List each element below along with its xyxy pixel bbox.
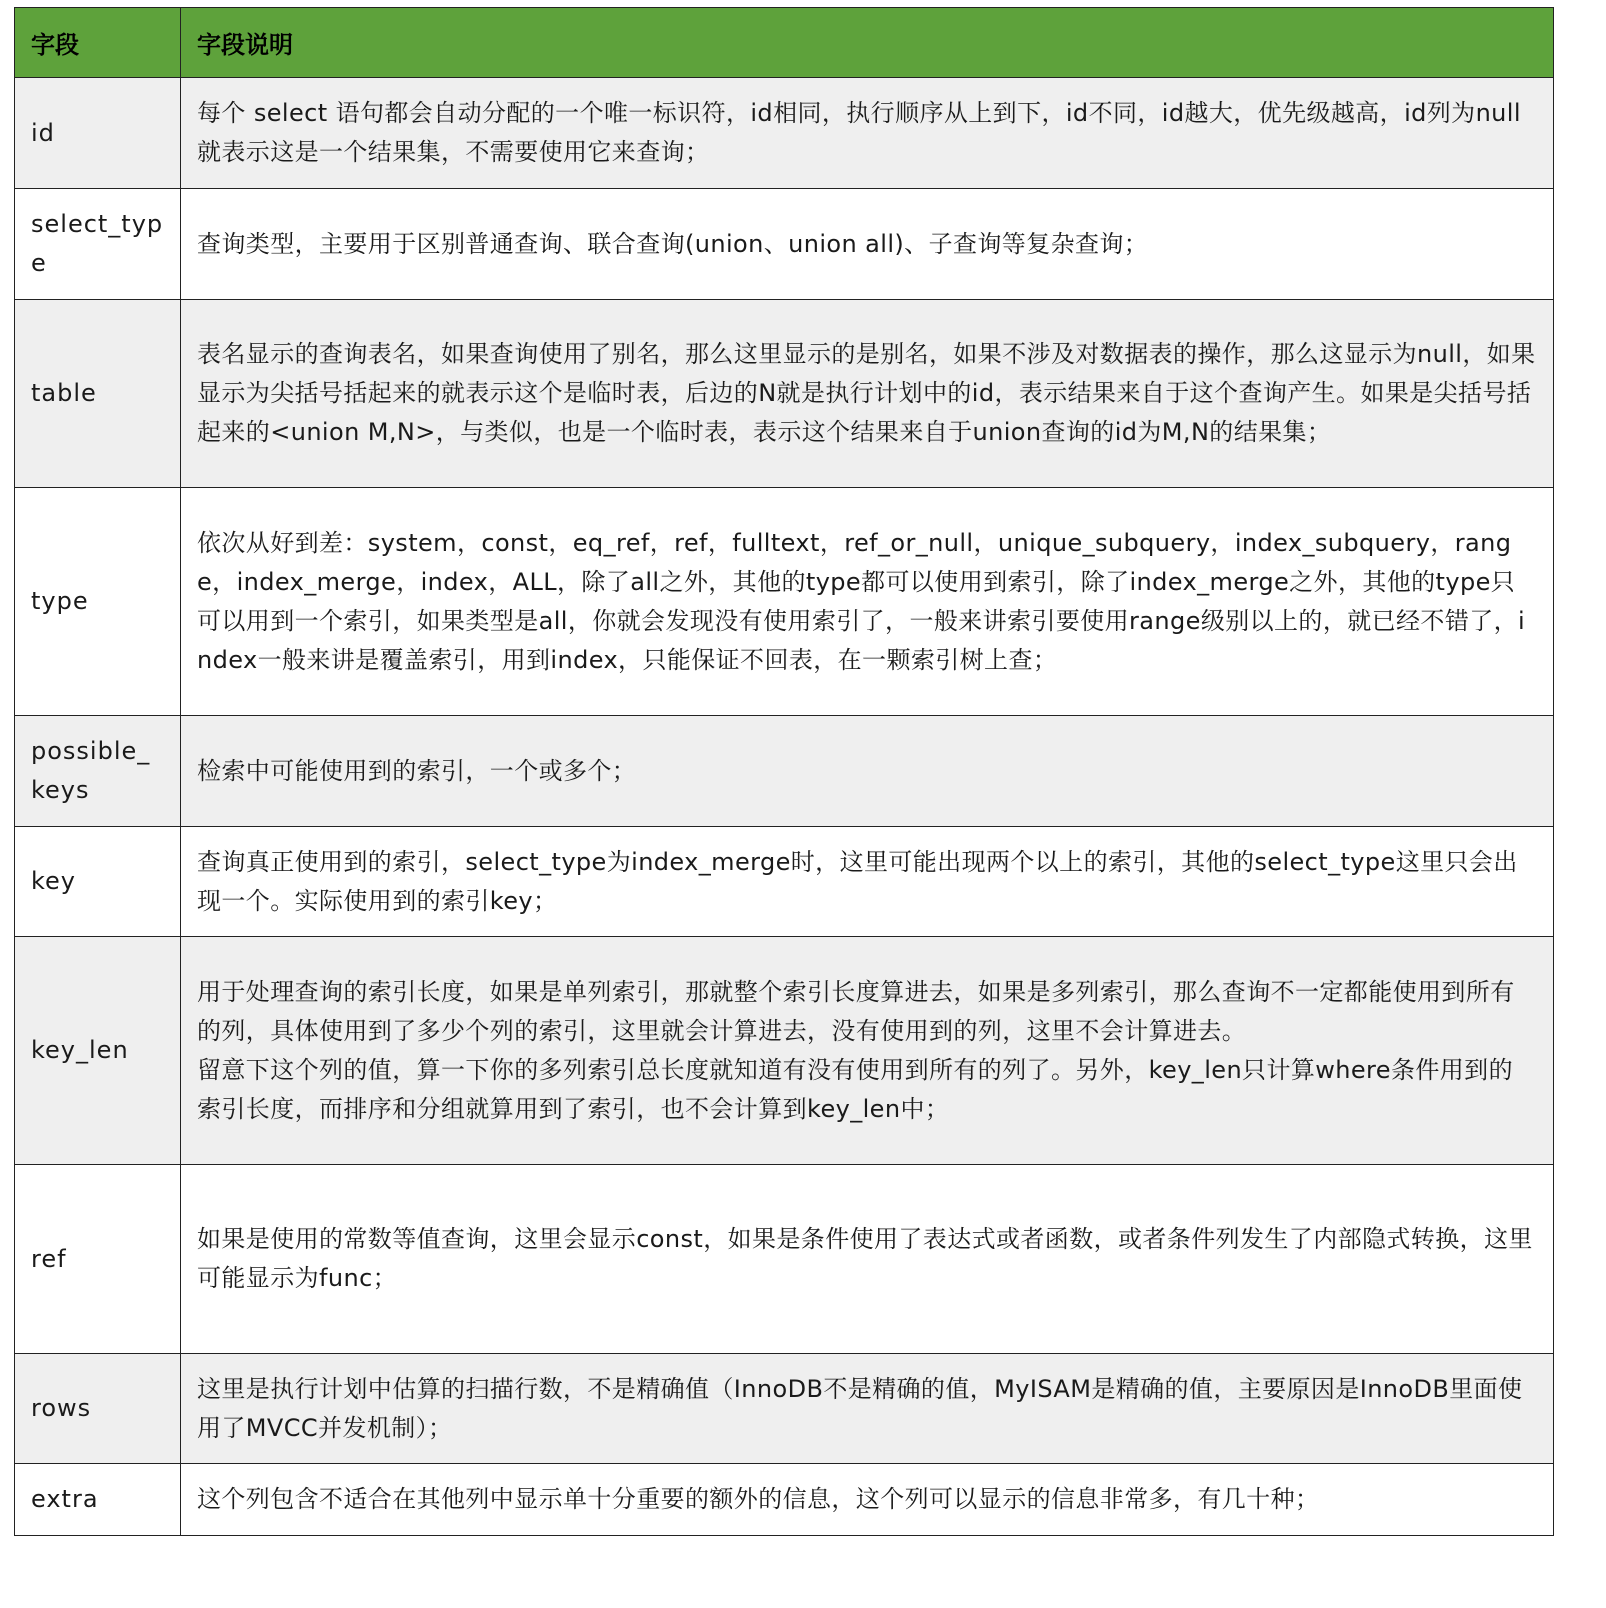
field-description bbox=[181, 716, 1554, 827]
description-text: 这里是执行计划中估算的扫描行数，不是精确值（InnoDB不是精确的值，MyISAM是精确的值，主要原因是InnoDB里面使用了MVCC并发机制）； bbox=[197, 1374, 1523, 1442]
description-text: 这个列包含不适合在其他列中显示单十分重要的额外的信息，这个列可以显示的信息非常多，有几十种； bbox=[197, 1485, 1320, 1513]
description-text: 检索中可能使用到的索引，一个或多个； bbox=[197, 756, 637, 785]
field-name: table bbox=[15, 300, 181, 488]
field-name: ref bbox=[15, 1165, 181, 1354]
field-name: type bbox=[15, 488, 181, 716]
field-description bbox=[181, 78, 1554, 189]
description-text: 查询类型，主要用于区别普通查询、联合查询(union、union all)、子查询等复杂查询； bbox=[197, 229, 1149, 258]
field-description bbox=[181, 300, 1554, 488]
description-text: 用于处理查询的索引长度，如果是单列索引，那就整个索引长度算进去，如果是多列索引，那么查询不一定都能使用到所有的列，具体使用到了多少个列的索引，这里就会计算进去，没有使用到的列，这里不会计算进去。 bbox=[197, 977, 1515, 1045]
header-row bbox=[15, 8, 1554, 78]
field-description bbox=[181, 488, 1554, 716]
field-name: possible_keys bbox=[15, 716, 181, 827]
description-text: 留意下这个列的值，算一下你的多列索引总长度就知道有没有使用到所有的列了。另外，key_len只计算where条件用到的索引长度，而排序和分组就算用到了索引，也不会计算到key_len中； bbox=[197, 1055, 1513, 1123]
table-row bbox=[15, 488, 1554, 716]
table-row bbox=[15, 1165, 1554, 1354]
explain-fields-table bbox=[14, 7, 1554, 1536]
description-text: 如果是使用的常数等值查询，这里会显示const，如果是条件使用了表达式或者函数，或者条件列发生了内部隐式转换，这里可能显示为func； bbox=[197, 1225, 1533, 1292]
table-row bbox=[15, 1464, 1554, 1536]
description-text: 依次从好到差：system，const，eq_ref，ref，fulltext，ref_or_null，unique_subquery，index_subquery，range，index_merge，index，ALL，除了all之外，其他的type都可以使用到索引，除了index_merge之外，其他的type只可以用到一个索引，如果类型是all，你就会发现没有使用索引了，一般来讲索引要使用range级别以上的，就已经不错了，index一般来讲是覆盖索引，用到index，只能保证不回表，在一颗索引树上查； bbox=[197, 528, 1526, 674]
field-name: key bbox=[15, 827, 181, 937]
field-name: extra bbox=[15, 1464, 181, 1536]
description-text: 每个 select 语句都会自动分配的一个唯一标识符，id相同，执行顺序从上到下，id不同，id越大，优先级越高，id列为null就表示这是一个结果集，不需要使用它来查询； bbox=[197, 99, 1521, 166]
table-row bbox=[15, 827, 1554, 937]
table-row bbox=[15, 937, 1554, 1165]
field-name: id bbox=[15, 78, 181, 189]
field-name: key_len bbox=[15, 937, 181, 1165]
field-description bbox=[181, 937, 1554, 1165]
field-description bbox=[181, 1464, 1554, 1536]
description-text: 表名显示的查询表名，如果查询使用了别名，那么这里显示的是别名，如果不涉及对数据表的操作，那么这显示为null，如果显示为尖括号括起来的就表示这个是临时表，后边的N就是执行计划中的id，表示结果来自于这个查询产生。如果是尖括号括起来的<union M,N>，与类似，也是一个临时表，表示这个结果来自于union查询的id为M,N的结果集； bbox=[197, 340, 1536, 446]
header-field: 字段 bbox=[15, 8, 181, 78]
field-name: rows bbox=[15, 1354, 181, 1464]
table-row bbox=[15, 1354, 1554, 1464]
field-description bbox=[181, 189, 1554, 300]
field-description bbox=[181, 1354, 1554, 1464]
field-description bbox=[181, 827, 1554, 937]
table-row bbox=[15, 189, 1554, 300]
header-description: 字段说明 bbox=[181, 8, 1554, 78]
table-row bbox=[15, 716, 1554, 827]
table-row bbox=[15, 78, 1554, 189]
description-text: 查询真正使用到的索引，select_type为index_merge时，这里可能出现两个以上的索引，其他的select_type这里只会出现一个。实际使用到的索引key； bbox=[197, 847, 1518, 915]
table-row bbox=[15, 300, 1554, 488]
field-description bbox=[181, 1165, 1554, 1354]
field-name: select_type bbox=[15, 189, 181, 300]
